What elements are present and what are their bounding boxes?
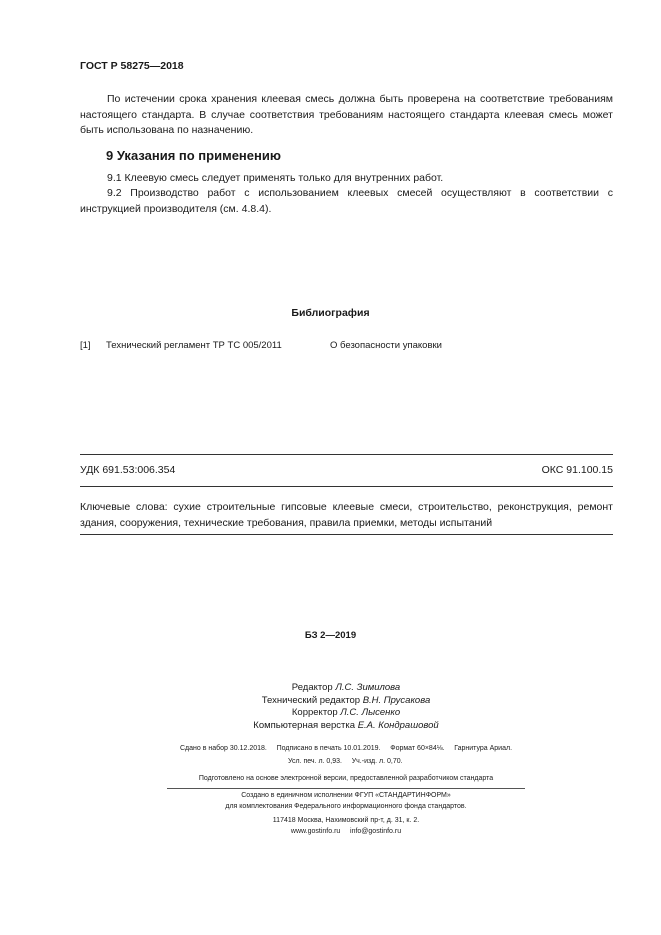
bib-ref-number: [1] xyxy=(80,340,91,351)
section-title: 9 Указания по применению xyxy=(106,148,281,163)
credit-person: Л.С. Лысенко xyxy=(340,707,401,718)
imprint-fund: для комплектования Федерального информационного фонда стандартов. xyxy=(225,803,467,810)
keywords: Ключевые слова: сухие строительные гипсовые клеевые смеси, строительство, реконструкция, ремонт здания, сооружения, технические требования, правила приемки, методы испытаний xyxy=(80,501,613,529)
document-header: ГОСТ Р 58275—2018 xyxy=(80,60,184,72)
credit-layout: Компьютерная верстка Е.А. Кондрашовой xyxy=(253,719,439,731)
imprint-sheets: Усл. печ. л. 0,93. Уч.-изд. л. 0,70. xyxy=(288,758,403,765)
oks-code: ОКС 91.100.15 xyxy=(541,464,613,476)
imprint-created: Создано в единичном исполнении ФГУП «СТАНДАРТИНФОРМ» xyxy=(241,792,451,799)
divider-middle xyxy=(80,486,613,487)
bibliography-title: Библиография xyxy=(291,307,370,319)
bib-doc-name: О безопасности упаковки xyxy=(330,340,442,351)
storage-paragraph: По истечении срока хранения клеевая смесь должна быть проверена на соответствие требованиям настоящего стандарта. В случае соответствия требованиям настоящего стандарта клеевая смесь может быть использована по назначению. xyxy=(80,93,613,136)
clause-9-1: 9.1 Клеевую смесь следует применять только для внутренних работ. xyxy=(107,172,444,184)
credits-block xyxy=(0,682,661,732)
imprint-print-details: Сдано в набор 30.12.2018. Подписано в печать 10.01.2019. Формат 60×84⅛. Гарнитура Ариал. xyxy=(179,745,513,752)
credit-person: Е.А. Кондрашовой xyxy=(357,719,439,731)
credit-editor: Редактор Л.С. Зимилова xyxy=(291,682,401,693)
credit-proofreader: Корректор Л.С. Лысенко xyxy=(291,707,401,718)
imprint-prepared: Подготовлено на основе электронной версии, предоставленной разработчиком стандарта xyxy=(198,775,494,782)
divider-bottom xyxy=(80,534,613,535)
divider-top xyxy=(80,454,613,455)
bz-number: БЗ 2—2019 xyxy=(304,630,357,641)
clause-9-2: 9.2 Производство работ с использованием клеевых смесей осуществляют в соответствии с инструкцией производителя (см. 4.8.4). xyxy=(80,187,613,215)
imprint-contacts: www.gostinfo.ru info@gostinfo.ru xyxy=(290,828,402,835)
imprint-address: 117418 Москва, Нахимовский пр-т, д. 31, к. 2. xyxy=(272,817,420,824)
imprint-divider xyxy=(167,788,525,789)
credit-person: В.Н. Прусакова xyxy=(362,694,431,706)
credit-tech-editor: Технический редактор В.Н. Прусакова xyxy=(261,694,431,706)
bib-doc-designation: Технический регламент ТР ТС 005/2011 xyxy=(106,340,282,351)
udk-code: УДК 691.53:006.354 xyxy=(80,464,176,476)
credit-person: Л.С. Зимилова xyxy=(335,682,401,693)
